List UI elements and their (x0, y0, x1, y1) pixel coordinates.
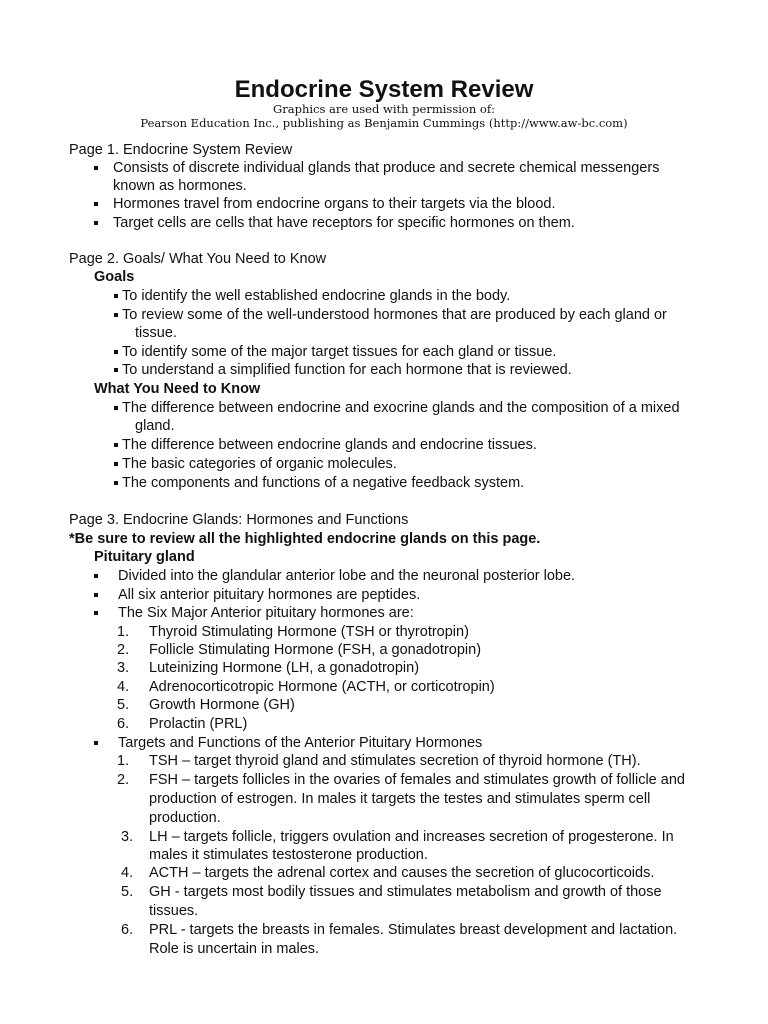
list-number: 4. (121, 865, 134, 881)
page1-heading: Page 1. Endocrine System Review (69, 142, 293, 158)
hormone-4: Adrenocorticotropic Hormone (ACTH, or corticotropin) (149, 679, 495, 695)
list-number: 4. (117, 679, 130, 695)
pituitary-bullet-2: All six anterior pituitary hormones are peptides. (118, 587, 421, 603)
list-number: 6. (117, 716, 130, 732)
credit-line-1: Graphics are used with permission of: (273, 102, 495, 116)
hormone-6: Prolactin (PRL) (149, 716, 248, 732)
target-3-cont: males it stimulates testosterone production. (149, 847, 428, 863)
page1-bullet-3: Target cells are cells that have receptors for specific hormones on them. (113, 215, 575, 231)
target-4: ACTH – targets the adrenal cortex and causes the secretion of glucocorticoids. (149, 865, 655, 881)
bullet-icon (114, 294, 118, 298)
hormone-3: Luteinizing Hormone (LH, a gonadotropin) (149, 660, 420, 676)
pituitary-bullet-3: The Six Major Anterior pituitary hormones are: (118, 605, 414, 621)
page2-heading: Page 2. Goals/ What You Need to Know (69, 251, 327, 267)
bullet-icon (94, 611, 98, 615)
bullet-icon (94, 741, 98, 745)
bullet-icon (114, 443, 118, 447)
page1-bullet-1-cont: known as hormones. (113, 178, 247, 194)
bullet-icon (114, 481, 118, 485)
target-6: PRL - targets the breasts in females. Stimulates breast development and lactation. (149, 922, 678, 938)
list-number: 5. (117, 697, 130, 713)
list-number: 6. (121, 922, 134, 938)
goal-3: To identify some of the major target tissues for each gland or tissue. (122, 344, 557, 360)
bullet-icon (94, 166, 98, 170)
target-2: FSH – targets follicles in the ovaries of females and stimulates growth of follicle and (149, 772, 685, 788)
pituitary-bullet-4: Targets and Functions of the Anterior Pituitary Hormones (118, 735, 483, 751)
goal-1: To identify the well established endocrine glands in the body. (122, 288, 511, 304)
bullet-icon (114, 350, 118, 354)
list-number: 2. (117, 772, 130, 788)
bullet-icon (114, 406, 118, 410)
goal-2-cont: tissue. (135, 325, 177, 341)
bullet-icon (94, 593, 98, 597)
hormone-5: Growth Hormone (GH) (149, 697, 295, 713)
hormone-2: Follicle Stimulating Hormone (FSH, a gonadotropin) (149, 642, 482, 658)
goals-heading: Goals (94, 269, 135, 285)
target-1: TSH – target thyroid gland and stimulates secretion of thyroid hormone (TH). (149, 753, 641, 769)
know-heading: What You Need to Know (94, 381, 261, 397)
bullet-icon (94, 574, 98, 578)
know-4: The components and functions of a negative feedback system. (122, 475, 525, 491)
target-5: GH - targets most bodily tissues and stimulates metabolism and growth of those (149, 884, 662, 900)
pituitary-heading: Pituitary gland (94, 549, 195, 565)
list-number: 3. (121, 829, 134, 845)
list-number: 2. (117, 642, 130, 658)
page1-bullet-1: Consists of discrete individual glands that produce and secrete chemical messengers (113, 160, 660, 176)
page3-note: *Be sure to review all the highlighted endocrine glands on this page. (69, 531, 541, 547)
target-3: LH – targets follicle, triggers ovulation and increases secretion of progesterone. In (149, 829, 674, 845)
know-3: The basic categories of organic molecules. (122, 456, 397, 472)
target-6-cont: Role is uncertain in males. (149, 941, 320, 957)
target-5-cont: tissues. (149, 903, 199, 919)
hormone-1: Thyroid Stimulating Hormone (TSH or thyrotropin) (149, 624, 469, 640)
goal-2: To review some of the well-understood hormones that are produced by each gland or (122, 307, 667, 323)
list-number: 1. (117, 753, 130, 769)
goal-4: To understand a simplified function for each hormone that is reviewed. (122, 362, 572, 378)
list-number: 5. (121, 884, 134, 900)
list-number: 1. (117, 624, 130, 640)
bullet-icon (94, 221, 98, 225)
bullet-icon (94, 202, 98, 206)
target-2-cont: production. (149, 810, 221, 826)
credit-line-2: Pearson Education Inc., publishing as Benjamin Cummings (http://www.aw-bc.com) (140, 116, 628, 130)
list-number: 3. (117, 660, 130, 676)
bullet-icon (114, 368, 118, 372)
page1-bullet-2: Hormones travel from endocrine organs to their targets via the blood. (113, 196, 556, 212)
pituitary-bullet-1: Divided into the glandular anterior lobe and the neuronal posterior lobe. (118, 568, 576, 584)
target-2-cont: production of estrogen. In males it targets the testes and stimulates sperm cell (149, 791, 651, 807)
know-2: The difference between endocrine glands and endocrine tissues. (122, 437, 537, 453)
document-title: Endocrine System Review (234, 76, 534, 103)
know-1: The difference between endocrine and exocrine glands and the composition of a mixed (122, 400, 680, 416)
page3-heading: Page 3. Endocrine Glands: Hormones and Functions (69, 512, 409, 528)
know-1-cont: gland. (135, 418, 175, 434)
bullet-icon (114, 462, 118, 466)
bullet-icon (114, 313, 118, 317)
